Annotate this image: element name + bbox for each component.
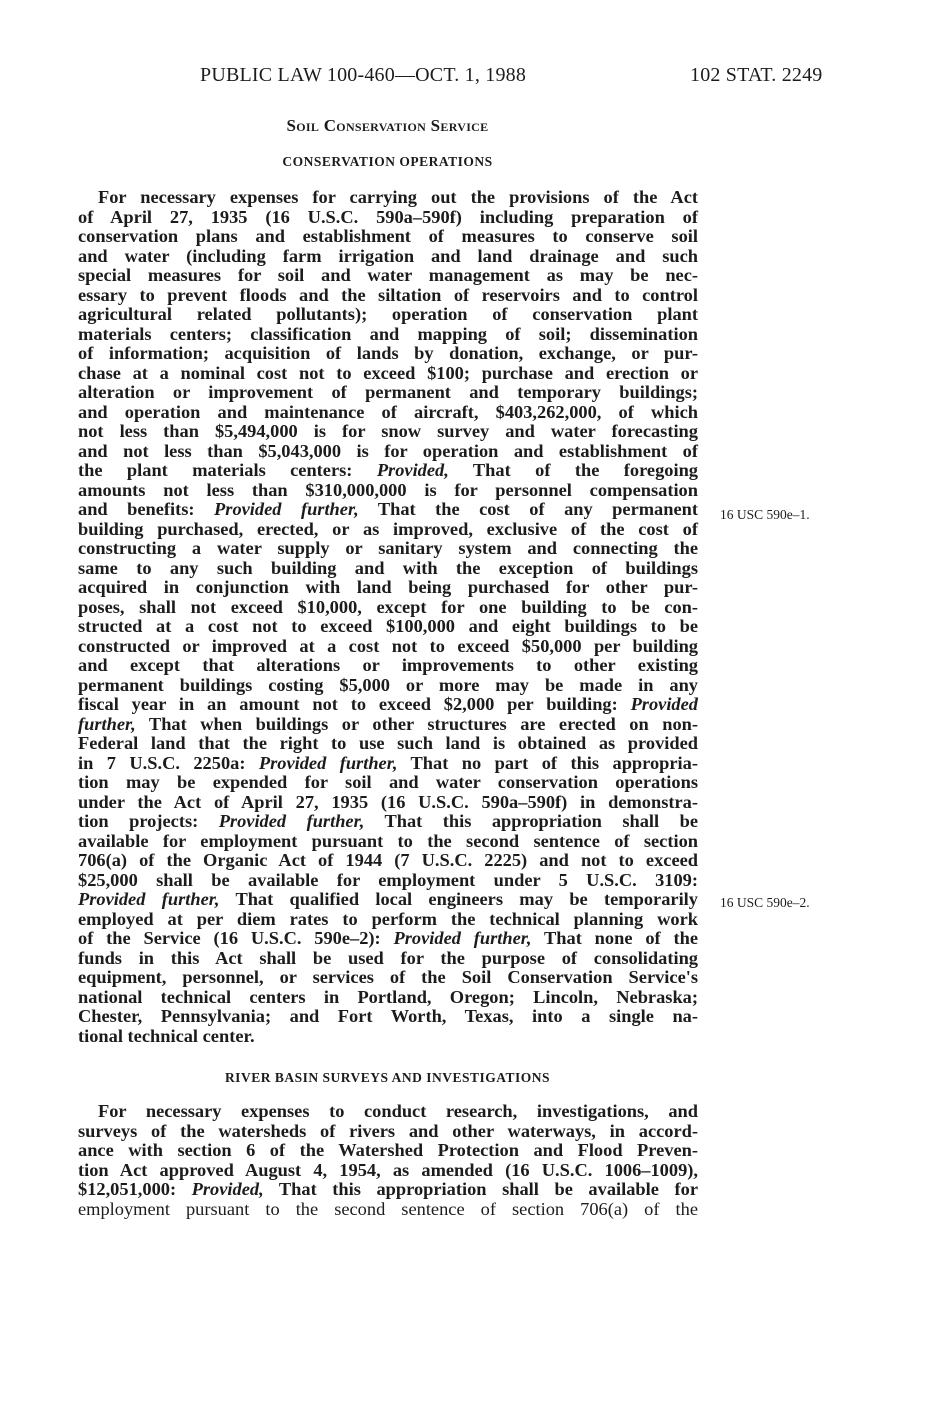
text-line: building purchased, erected, or as improved, exclusive of the cost of: [78, 518, 698, 539]
text-line: $12,051,000: Provided, That this appropriation shall be available for: [78, 1179, 698, 1199]
text-line: employment pursuant to the second sentence of section 706(a) of the: [78, 1198, 698, 1219]
text-line: and water (including farm irrigation and land drainage and such: [78, 245, 698, 266]
margin-citation-590e-2: 16 USC 590e–2.: [720, 895, 810, 910]
text-line: acquired in conjunction with land being purchased for other pur-: [78, 577, 698, 597]
text-line: alteration or improvement of permanent and temporary buildings;: [78, 382, 698, 402]
text-line: agricultural related pollutants); operation of conservation plant: [78, 304, 698, 324]
margin-citation-590e-1: 16 USC 590e–1.: [720, 507, 810, 522]
text-line: chase at a nominal cost not to exceed $100; purchase and erection or: [78, 362, 698, 383]
text-line: Federal land that the right to use such land is obtained as provided: [78, 733, 698, 753]
text-line: employed at per diem rates to perform the technical planning work: [78, 908, 698, 929]
text-line: tion may be expended for soil and water conservation operations: [78, 772, 698, 792]
text-line: available for employment pursuant to the second sentence of section: [78, 830, 698, 851]
text-line: and operation and maintenance of aircraft, $403,262,000, of which: [78, 401, 698, 422]
text-line: structed at a cost not to exceed $100,000 and eight buildings to be: [78, 616, 698, 636]
text-line: tional technical center.: [78, 1025, 255, 1046]
text-line: For necessary expenses for carrying out the provisions of the Act: [98, 187, 698, 207]
text-line: fiscal year in an amount not to exceed $2,000 per building: Provided: [78, 694, 698, 714]
text-line: tion projects: Provided further, That this appropriation shall be: [78, 811, 698, 831]
text-line: Chester, Pennsylvania; and Fort Worth, Texas, into a single na-: [78, 1006, 698, 1026]
text-line: in 7 U.S.C. 2250a: Provided further, That no part of this appropria-: [78, 752, 698, 773]
paragraph-conservation-operations: [78, 188, 698, 1046]
section-heading-river-basin-surveys: RIVER BASIN SURVEYS AND INVESTIGATIONS: [224, 1070, 551, 1085]
text-line: special measures for soil and water management as may be nec-: [78, 265, 698, 285]
text-line: amounts not less than $310,000,000 is for personnel compensation: [78, 479, 698, 500]
section-heading-conservation-operations: CONSERVATION OPERATIONS: [282, 154, 493, 169]
text-line: under the Act of April 27, 1935 (16 U.S.C. 590a–590f) in demonstra-: [78, 791, 698, 812]
text-line: constructed or improved at a cost not to exceed $50,000 per building: [78, 635, 698, 656]
text-line: same to any such building and with the exception of buildings: [78, 557, 698, 578]
text-line: essary to prevent floods and the siltation of reservoirs and to control: [78, 284, 698, 305]
running-head-title: PUBLIC LAW 100-460—OCT. 1, 1988: [200, 64, 527, 86]
running-head-stat-page: 102 STAT. 2249: [690, 64, 823, 86]
text-line: ance with section 6 of the Watershed Protection and Flood Preven-: [78, 1140, 698, 1160]
agency-heading: Soil Conservation Service: [286, 116, 489, 135]
text-line: $25,000 shall be available for employment under 5 U.S.C. 3109:: [78, 869, 698, 890]
text-line: of the Service (16 U.S.C. 590e–2): Provided further, That none of the: [78, 928, 698, 948]
text-line: and not less than $5,043,000 is for operation and establishment of: [78, 440, 698, 461]
text-line: poses, shall not exceed $10,000, except for one building to be con-: [78, 596, 698, 617]
text-line: of April 27, 1935 (16 U.S.C. 590a–590f) including preparation of: [78, 206, 698, 227]
text-line: of information; acquisition of lands by donation, exchange, or pur-: [78, 343, 698, 363]
text-line: conservation plans and establishment of measures to conserve soil: [78, 226, 698, 246]
text-line: and except that alterations or improvements to other existing: [78, 655, 698, 675]
paragraph-river-basin-surveys: [78, 1102, 698, 1219]
text-line: funds in this Act shall be used for the purpose of consolidating: [78, 947, 698, 968]
text-line: permanent buildings costing $5,000 or more may be made in any: [78, 674, 698, 695]
text-line: constructing a water supply or sanitary system and connecting the: [78, 538, 698, 558]
text-line: materials centers; classification and mapping of soil; dissemination: [78, 323, 698, 344]
text-line: and benefits: Provided further, That the cost of any permanent: [78, 499, 698, 519]
text-line: tion Act approved August 4, 1954, as amended (16 U.S.C. 1006–1009),: [78, 1159, 698, 1180]
text-line: further, That when buildings or other structures are erected on non-: [78, 713, 698, 734]
text-line: not less than $5,494,000 is for snow survey and water forecasting: [78, 421, 698, 441]
text-line: Provided further, That qualified local engineers may be temporarily: [78, 889, 698, 909]
text-line: For necessary expenses to conduct research, investigations, and: [98, 1101, 698, 1121]
text-line: the plant materials centers: Provided, That of the foregoing: [78, 460, 698, 480]
text-line: national technical centers in Portland, Oregon; Lincoln, Nebraska;: [78, 986, 698, 1007]
text-line: surveys of the watersheds of rivers and other waterways, in accord-: [78, 1120, 698, 1141]
text-line: equipment, personnel, or services of the Soil Conservation Service's: [78, 967, 698, 987]
text-line: 706(a) of the Organic Act of 1944 (7 U.S.C. 2225) and not to exceed: [78, 850, 698, 870]
